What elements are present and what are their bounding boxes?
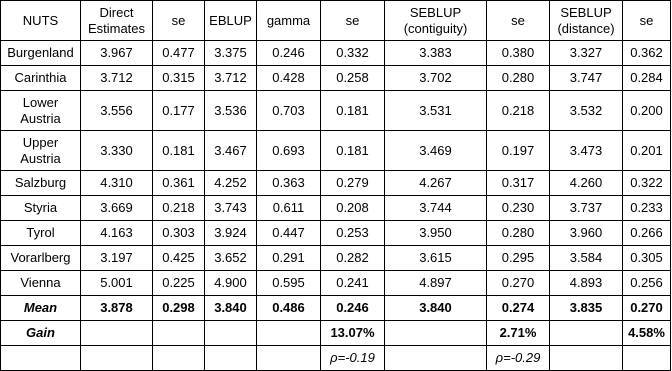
gain-label: Gain (1, 321, 81, 346)
table-cell: 4.893 (550, 271, 623, 296)
mean-cell: 0.486 (257, 296, 321, 321)
rho-cell (623, 346, 671, 371)
table-cell: 0.258 (321, 66, 385, 91)
gain-cell (81, 321, 153, 346)
table-cell: 0.693 (257, 131, 321, 171)
header-row (1, 1, 671, 41)
table-cell: 0.315 (153, 66, 205, 91)
table-cell: 4.163 (81, 221, 153, 246)
rho-cell (550, 346, 623, 371)
gain-cell (385, 321, 487, 346)
table-cell: 0.317 (487, 171, 550, 196)
table-cell: 0.363 (257, 171, 321, 196)
table-cell: 0.225 (153, 271, 205, 296)
rho-cell (257, 346, 321, 371)
region-cell: Lower Austria (1, 91, 81, 131)
header-cell: NUTS (1, 1, 81, 41)
table-cell: 4.252 (205, 171, 257, 196)
table-cell: 3.375 (205, 41, 257, 66)
region-cell: Styria (1, 196, 81, 221)
table-row (1, 91, 671, 131)
gain-cell: 4.58% (623, 321, 671, 346)
header-cell: se (321, 1, 385, 41)
header-cell: Direct Estimates (81, 1, 153, 41)
table-cell: 3.473 (550, 131, 623, 171)
rho-cell: ρ=-0.19 (321, 346, 385, 371)
table-cell: 3.532 (550, 91, 623, 131)
gain-row (1, 321, 671, 346)
table-cell: 5.001 (81, 271, 153, 296)
gain-cell: 13.07% (321, 321, 385, 346)
table-cell: 0.200 (623, 91, 671, 131)
table-cell: 0.246 (257, 41, 321, 66)
table-cell: 3.747 (550, 66, 623, 91)
table-row (1, 221, 671, 246)
region-cell: Vorarlberg (1, 246, 81, 271)
table-cell: 0.280 (487, 221, 550, 246)
table-cell: 0.425 (153, 246, 205, 271)
table-row (1, 66, 671, 91)
table-cell: 3.330 (81, 131, 153, 171)
table-cell: 0.595 (257, 271, 321, 296)
table-cell: 0.253 (321, 221, 385, 246)
table-cell: 0.279 (321, 171, 385, 196)
mean-cell: 3.835 (550, 296, 623, 321)
region-cell: Burgenland (1, 41, 81, 66)
table-cell: 0.380 (487, 41, 550, 66)
header-cell: SEBLUP (distance) (550, 1, 623, 41)
mean-cell: 0.274 (487, 296, 550, 321)
header-cell: EBLUP (205, 1, 257, 41)
table-cell: 3.536 (205, 91, 257, 131)
header-cell: SEBLUP (contiguity) (385, 1, 487, 41)
table-cell: 4.897 (385, 271, 487, 296)
table-cell: 0.295 (487, 246, 550, 271)
region-cell: Tyrol (1, 221, 81, 246)
table-cell: 0.447 (257, 221, 321, 246)
table-cell: 0.218 (153, 196, 205, 221)
table-cell: 0.256 (623, 271, 671, 296)
table-cell: 0.181 (153, 131, 205, 171)
header-cell: gamma (257, 1, 321, 41)
mean-cell: 3.840 (385, 296, 487, 321)
table-cell: 3.467 (205, 131, 257, 171)
rho-cell (205, 346, 257, 371)
gain-cell (257, 321, 321, 346)
table-cell: 0.218 (487, 91, 550, 131)
table-cell: 0.266 (623, 221, 671, 246)
table-cell: 3.960 (550, 221, 623, 246)
table-cell: 0.303 (153, 221, 205, 246)
table-cell: 4.310 (81, 171, 153, 196)
table-cell: 0.241 (321, 271, 385, 296)
table-cell: 0.197 (487, 131, 550, 171)
rho-row (1, 346, 671, 371)
region-cell: Vienna (1, 271, 81, 296)
table-cell: 0.362 (623, 41, 671, 66)
mean-cell: 3.840 (205, 296, 257, 321)
table-cell: 0.280 (487, 66, 550, 91)
table-row (1, 196, 671, 221)
table-cell: 0.291 (257, 246, 321, 271)
header-cell: se (153, 1, 205, 41)
table-cell: 0.208 (321, 196, 385, 221)
table-cell: 4.267 (385, 171, 487, 196)
table-cell: 3.744 (385, 196, 487, 221)
table-cell: 0.477 (153, 41, 205, 66)
table-cell: 4.260 (550, 171, 623, 196)
table-cell: 0.282 (321, 246, 385, 271)
mean-cell: 0.246 (321, 296, 385, 321)
table-cell: 3.743 (205, 196, 257, 221)
table-cell: 0.181 (321, 91, 385, 131)
region-cell: Upper Austria (1, 131, 81, 171)
mean-cell: 3.878 (81, 296, 153, 321)
gain-cell: 2.71% (487, 321, 550, 346)
table-cell: 0.322 (623, 171, 671, 196)
table-cell: 0.270 (487, 271, 550, 296)
table-row (1, 131, 671, 171)
table-cell: 3.615 (385, 246, 487, 271)
table-cell: 0.177 (153, 91, 205, 131)
table-cell: 3.197 (81, 246, 153, 271)
rho-cell: ρ=-0.29 (487, 346, 550, 371)
table-cell: 0.230 (487, 196, 550, 221)
table-cell: 3.584 (550, 246, 623, 271)
rho-cell (81, 346, 153, 371)
table-row (1, 41, 671, 66)
table-cell: 3.327 (550, 41, 623, 66)
table-cell: 0.181 (321, 131, 385, 171)
table-cell: 0.611 (257, 196, 321, 221)
table-cell: 0.305 (623, 246, 671, 271)
mean-row (1, 296, 671, 321)
table-cell: 0.361 (153, 171, 205, 196)
header-cell: se (623, 1, 671, 41)
table-cell: 3.712 (205, 66, 257, 91)
table-cell: 0.284 (623, 66, 671, 91)
mean-cell: 0.298 (153, 296, 205, 321)
table-cell: 0.428 (257, 66, 321, 91)
table-cell: 3.967 (81, 41, 153, 66)
table-cell: 3.669 (81, 196, 153, 221)
gain-cell (153, 321, 205, 346)
gain-cell (205, 321, 257, 346)
table-cell: 3.702 (385, 66, 487, 91)
table-cell: 3.924 (205, 221, 257, 246)
region-cell: Salzburg (1, 171, 81, 196)
table-cell: 3.469 (385, 131, 487, 171)
table-row (1, 246, 671, 271)
header-cell: se (487, 1, 550, 41)
rho-cell (385, 346, 487, 371)
mean-label: Mean (1, 296, 81, 321)
region-cell: Carinthia (1, 66, 81, 91)
table-row (1, 171, 671, 196)
table-row (1, 271, 671, 296)
table-cell: 0.703 (257, 91, 321, 131)
table-cell: 3.556 (81, 91, 153, 131)
table-cell: 0.332 (321, 41, 385, 66)
table-cell: 3.652 (205, 246, 257, 271)
table-cell: 4.900 (205, 271, 257, 296)
rho-cell (153, 346, 205, 371)
table-cell: 0.201 (623, 131, 671, 171)
table-cell: 3.737 (550, 196, 623, 221)
table-cell: 3.712 (81, 66, 153, 91)
table-cell: 3.531 (385, 91, 487, 131)
rho-cell (1, 346, 81, 371)
table-cell: 3.950 (385, 221, 487, 246)
mean-cell: 0.270 (623, 296, 671, 321)
table-cell: 0.233 (623, 196, 671, 221)
table-cell: 3.383 (385, 41, 487, 66)
gain-cell (550, 321, 623, 346)
